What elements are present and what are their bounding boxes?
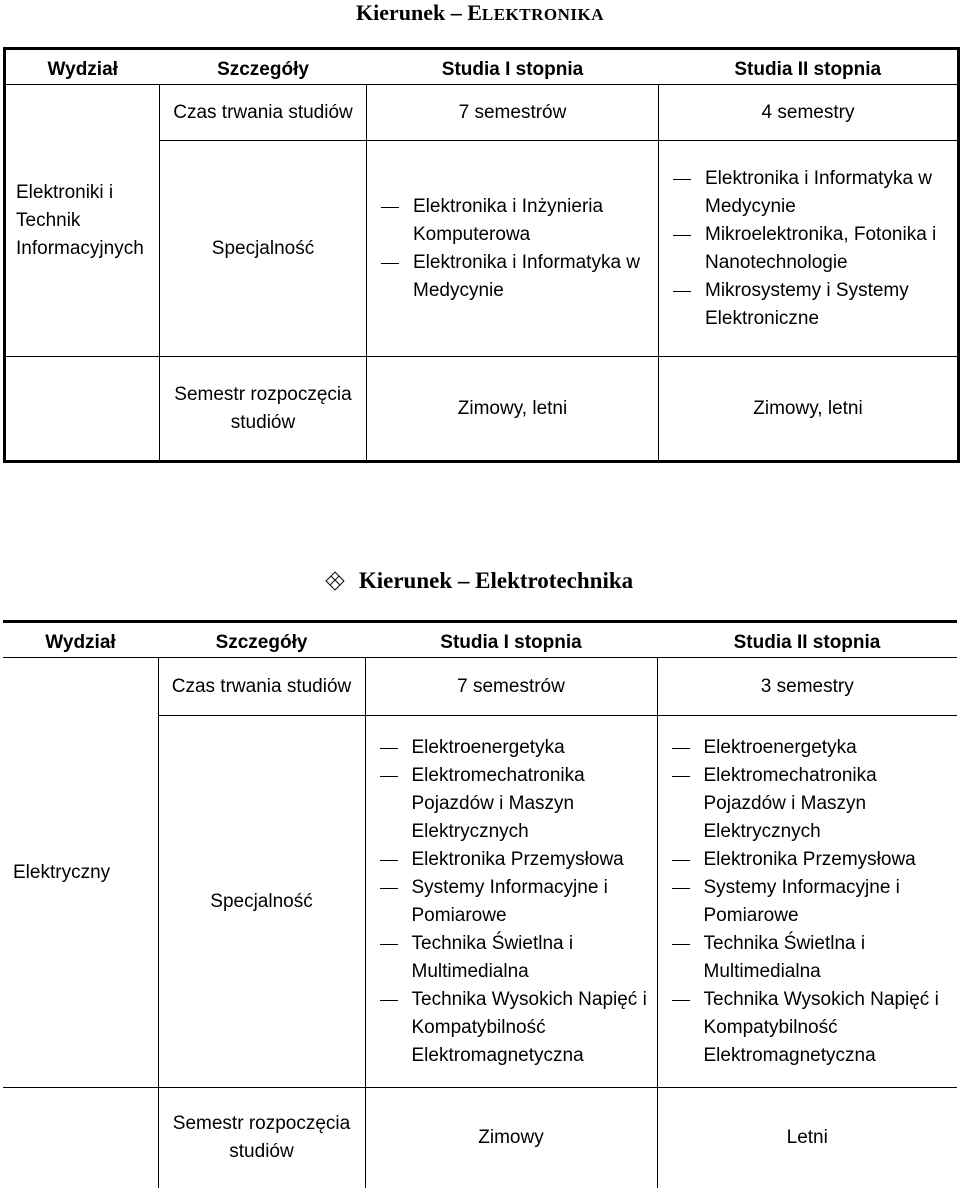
section1-heading-smallcaps: LEKTRONIKA	[481, 5, 605, 24]
list-item: Technika Wysokich Napięć i Kompatybilność Elektromagnetyczna	[372, 986, 651, 1070]
list-item: Systemy Informacyjne i Pomiarowe	[372, 874, 651, 930]
list-item: Mikrosystemy i Systemy Elektroniczne	[665, 277, 951, 333]
specialty-label: Specjalność	[158, 716, 365, 1088]
list-item: Elektronika i Informatyka w Medycynie	[373, 249, 652, 305]
duration-label: Czas trwania studiów	[158, 658, 365, 716]
semester-label: Semestr rozpoczęcia studiów	[160, 357, 367, 462]
elektrotechnika-table	[3, 620, 957, 1188]
duration-second: 3 semestry	[657, 658, 957, 716]
list-item: Elektronika i Inżynieria Komputerowa	[373, 193, 652, 249]
duration-first: 7 semestrów	[365, 658, 657, 716]
col-header-details: Szczegóły	[158, 622, 365, 658]
faculty-cell: Elektroniki i Technik Informacyjnych	[16, 181, 144, 259]
duration-first: 7 semestrów	[367, 85, 659, 141]
list-item: Elektronika i Informatyka w Medycynie	[665, 165, 951, 221]
list-item: Elektronika Przemysłowa	[372, 846, 651, 874]
specialty-second-list	[664, 734, 952, 1070]
specialty-first-list	[373, 193, 652, 305]
col-header-faculty: Wydział	[3, 622, 158, 658]
semester-second: Zimowy, letni	[659, 357, 959, 462]
semester-first: Zimowy, letni	[367, 357, 659, 462]
section1-heading-prefix: Kierunek – E	[355, 0, 482, 25]
elektronika-table	[3, 47, 960, 463]
section1-heading	[0, 0, 960, 26]
semester-first: Zimowy	[365, 1088, 657, 1188]
section2-heading-text: Kierunek – Elektrotechnika	[358, 568, 634, 593]
list-item: Elektromechatronika Pojazdów i Maszyn Elektrycznych	[372, 762, 651, 846]
specialty-first-cell	[367, 141, 659, 357]
faculty-cell: Elektryczny	[13, 861, 111, 883]
list-item: Technika Świetlna i Multimedialna	[664, 930, 952, 986]
list-item: Systemy Informacyjne i Pomiarowe	[664, 874, 952, 930]
list-item: Mikroelektronika, Fotonika i Nanotechnologie	[665, 221, 951, 277]
semester-second: Letni	[657, 1088, 957, 1188]
list-item: Elektroenergetyka	[664, 734, 952, 762]
duration-second: 4 semestry	[659, 85, 959, 141]
section2-heading	[0, 568, 960, 594]
list-item: Elektromechatronika Pojazdów i Maszyn Elektrycznych	[664, 762, 952, 846]
col-header-first-degree: Studia I stopnia	[365, 622, 657, 658]
list-item: Technika Świetlna i Multimedialna	[372, 930, 651, 986]
list-item: Elektroenergetyka	[372, 734, 651, 762]
diamond-bullet-icon	[327, 573, 341, 587]
specialty-first-list	[372, 734, 651, 1070]
list-item: Elektronika Przemysłowa	[664, 846, 952, 874]
list-item: Technika Wysokich Napięć i Kompatybilność Elektromagnetyczna	[664, 986, 952, 1070]
duration-label: Czas trwania studiów	[160, 85, 367, 141]
col-header-second-degree: Studia II stopnia	[659, 49, 959, 85]
specialty-second-list	[665, 165, 951, 333]
specialty-first-cell	[365, 716, 657, 1088]
col-header-second-degree: Studia II stopnia	[657, 622, 957, 658]
col-header-details: Szczegóły	[160, 49, 367, 85]
specialty-second-cell	[657, 716, 957, 1088]
col-header-first-degree: Studia I stopnia	[367, 49, 659, 85]
col-header-faculty: Wydział	[5, 49, 160, 85]
specialty-label: Specjalność	[160, 141, 367, 357]
specialty-second-cell	[659, 141, 959, 357]
semester-label: Semestr rozpoczęcia studiów	[158, 1088, 365, 1188]
